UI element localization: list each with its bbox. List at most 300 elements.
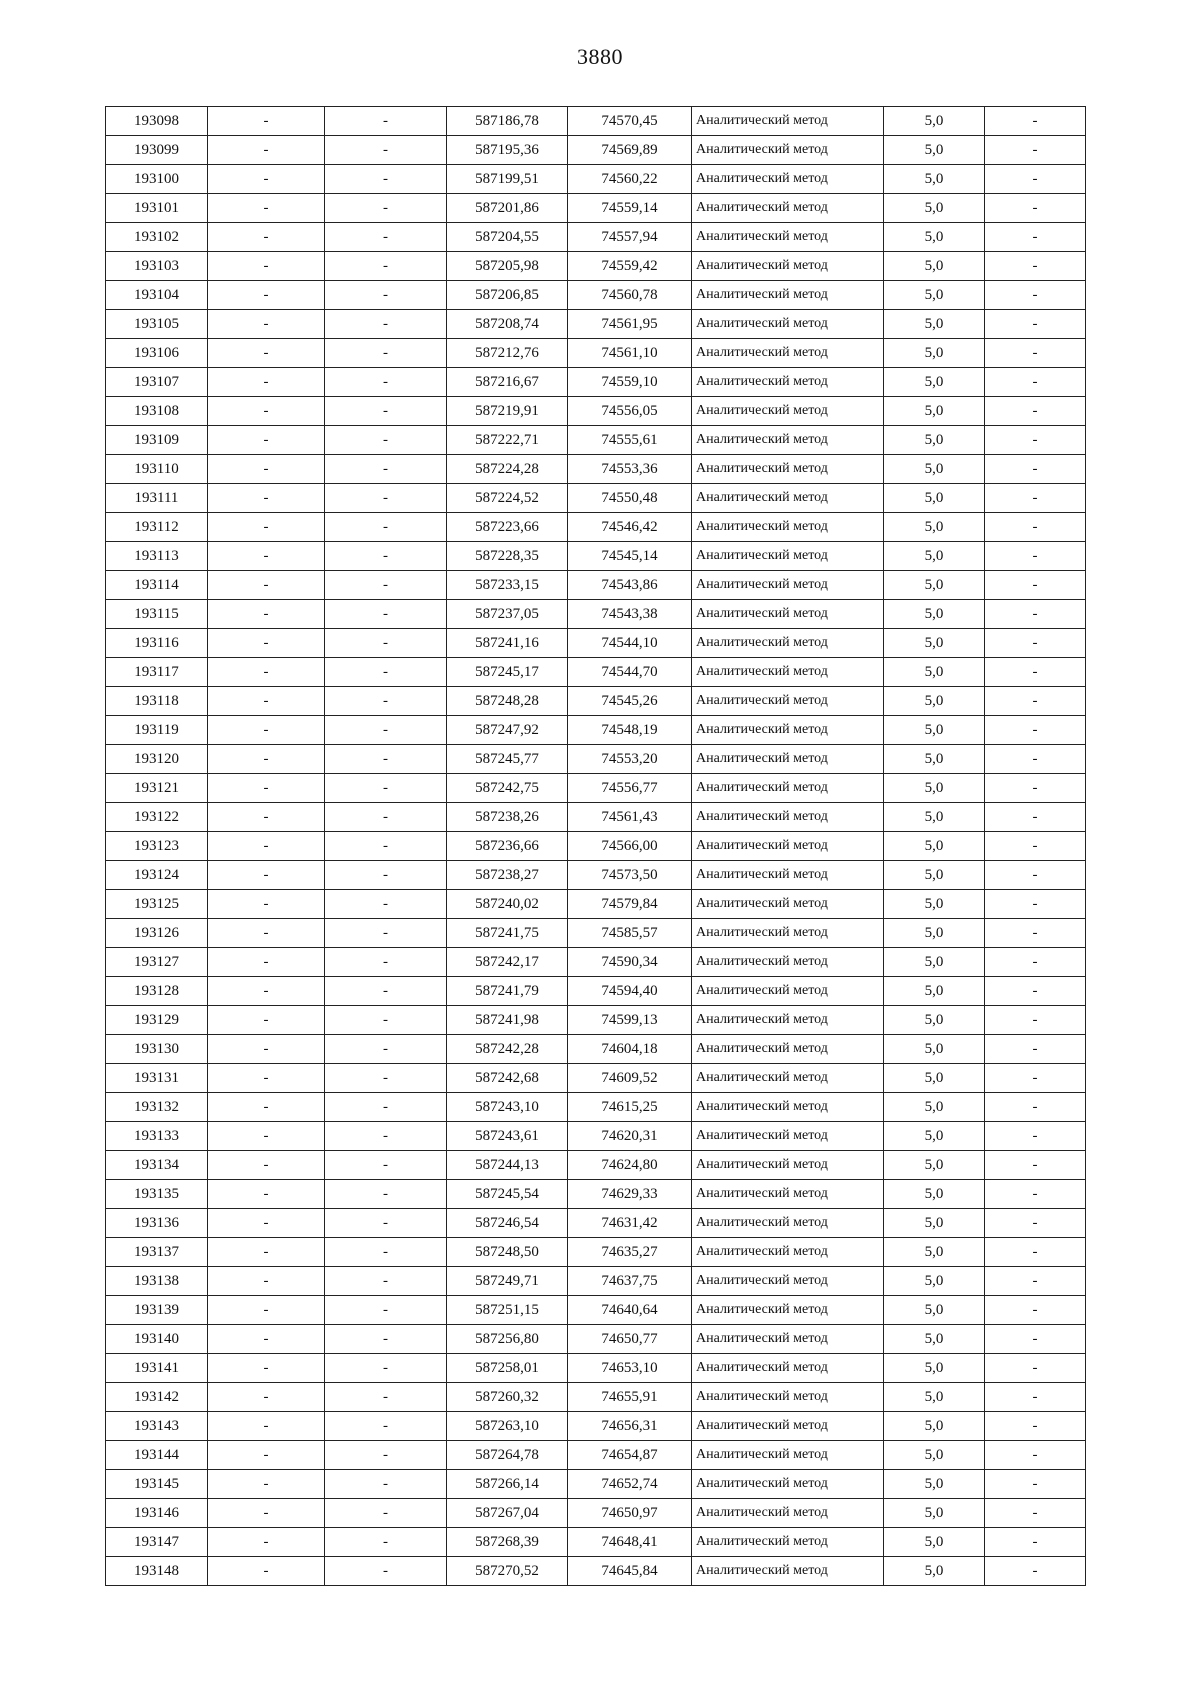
accuracy-cell: 5,0	[884, 1296, 985, 1325]
y-coordinate-cell: 74652,74	[568, 1470, 692, 1499]
method-cell: Аналитический метод	[692, 1151, 884, 1180]
point-id-cell: 193116	[106, 629, 208, 658]
y-coordinate-cell: 74545,14	[568, 542, 692, 571]
x-coordinate-cell: 587256,80	[447, 1325, 568, 1354]
dash-cell-1: -	[208, 281, 325, 310]
point-id-cell: 193112	[106, 513, 208, 542]
dash-cell-1: -	[208, 484, 325, 513]
accuracy-cell: 5,0	[884, 1383, 985, 1412]
accuracy-cell: 5,0	[884, 455, 985, 484]
note-cell: -	[985, 1441, 1086, 1470]
table-row	[106, 832, 1086, 861]
dash-cell-2: -	[325, 397, 447, 426]
point-id-cell: 193133	[106, 1122, 208, 1151]
point-id-cell: 193125	[106, 890, 208, 919]
dash-cell-1: -	[208, 165, 325, 194]
x-coordinate-cell: 587216,67	[447, 368, 568, 397]
dash-cell-1: -	[208, 339, 325, 368]
accuracy-cell: 5,0	[884, 368, 985, 397]
point-id-cell: 193108	[106, 397, 208, 426]
accuracy-cell: 5,0	[884, 1122, 985, 1151]
note-cell: -	[985, 832, 1086, 861]
point-id-cell: 193127	[106, 948, 208, 977]
accuracy-cell: 5,0	[884, 281, 985, 310]
dash-cell-1: -	[208, 774, 325, 803]
note-cell: -	[985, 136, 1086, 165]
dash-cell-1: -	[208, 832, 325, 861]
table-row	[106, 948, 1086, 977]
note-cell: -	[985, 397, 1086, 426]
dash-cell-1: -	[208, 687, 325, 716]
dash-cell-2: -	[325, 1354, 447, 1383]
dash-cell-1: -	[208, 368, 325, 397]
note-cell: -	[985, 919, 1086, 948]
y-coordinate-cell: 74555,61	[568, 426, 692, 455]
y-coordinate-cell: 74656,31	[568, 1412, 692, 1441]
y-coordinate-cell: 74570,45	[568, 107, 692, 136]
y-coordinate-cell: 74561,43	[568, 803, 692, 832]
table-row	[106, 1209, 1086, 1238]
dash-cell-2: -	[325, 1238, 447, 1267]
accuracy-cell: 5,0	[884, 1006, 985, 1035]
dash-cell-2: -	[325, 1209, 447, 1238]
method-cell: Аналитический метод	[692, 1238, 884, 1267]
y-coordinate-cell: 74566,00	[568, 832, 692, 861]
note-cell: -	[985, 252, 1086, 281]
point-id-cell: 193102	[106, 223, 208, 252]
method-cell: Аналитический метод	[692, 513, 884, 542]
y-coordinate-cell: 74560,78	[568, 281, 692, 310]
method-cell: Аналитический метод	[692, 803, 884, 832]
accuracy-cell: 5,0	[884, 310, 985, 339]
dash-cell-2: -	[325, 1325, 447, 1354]
y-coordinate-cell: 74637,75	[568, 1267, 692, 1296]
dash-cell-1: -	[208, 1383, 325, 1412]
dash-cell-2: -	[325, 1006, 447, 1035]
dash-cell-2: -	[325, 426, 447, 455]
dash-cell-2: -	[325, 774, 447, 803]
table-row	[106, 890, 1086, 919]
point-id-cell: 193140	[106, 1325, 208, 1354]
y-coordinate-cell: 74545,26	[568, 687, 692, 716]
table-row	[106, 1296, 1086, 1325]
dash-cell-2: -	[325, 745, 447, 774]
dash-cell-2: -	[325, 1035, 447, 1064]
table-row	[106, 252, 1086, 281]
table-row	[106, 1383, 1086, 1412]
point-id-cell: 193138	[106, 1267, 208, 1296]
accuracy-cell: 5,0	[884, 803, 985, 832]
table-row	[106, 977, 1086, 1006]
x-coordinate-cell: 587248,28	[447, 687, 568, 716]
x-coordinate-cell: 587238,27	[447, 861, 568, 890]
method-cell: Аналитический метод	[692, 774, 884, 803]
dash-cell-1: -	[208, 1209, 325, 1238]
x-coordinate-cell: 587249,71	[447, 1267, 568, 1296]
y-coordinate-cell: 74553,36	[568, 455, 692, 484]
accuracy-cell: 5,0	[884, 484, 985, 513]
dash-cell-2: -	[325, 716, 447, 745]
table-row	[106, 1557, 1086, 1586]
table-row	[106, 107, 1086, 136]
note-cell: -	[985, 1354, 1086, 1383]
dash-cell-2: -	[325, 1499, 447, 1528]
x-coordinate-cell: 587242,17	[447, 948, 568, 977]
method-cell: Аналитический метод	[692, 1383, 884, 1412]
x-coordinate-cell: 587245,17	[447, 658, 568, 687]
table-row	[106, 1267, 1086, 1296]
y-coordinate-cell: 74573,50	[568, 861, 692, 890]
dash-cell-1: -	[208, 1238, 325, 1267]
note-cell: -	[985, 1557, 1086, 1586]
point-id-cell: 193101	[106, 194, 208, 223]
x-coordinate-cell: 587186,78	[447, 107, 568, 136]
method-cell: Аналитический метод	[692, 1470, 884, 1499]
y-coordinate-cell: 74556,77	[568, 774, 692, 803]
table-body	[106, 107, 1086, 1586]
table-row	[106, 136, 1086, 165]
note-cell: -	[985, 484, 1086, 513]
point-id-cell: 193147	[106, 1528, 208, 1557]
note-cell: -	[985, 542, 1086, 571]
dash-cell-1: -	[208, 716, 325, 745]
table-row	[106, 1412, 1086, 1441]
method-cell: Аналитический метод	[692, 339, 884, 368]
table-row	[106, 1151, 1086, 1180]
x-coordinate-cell: 587258,01	[447, 1354, 568, 1383]
dash-cell-1: -	[208, 861, 325, 890]
method-cell: Аналитический метод	[692, 397, 884, 426]
accuracy-cell: 5,0	[884, 1441, 985, 1470]
table-row	[106, 165, 1086, 194]
accuracy-cell: 5,0	[884, 716, 985, 745]
dash-cell-2: -	[325, 1151, 447, 1180]
table-row	[106, 1180, 1086, 1209]
x-coordinate-cell: 587242,28	[447, 1035, 568, 1064]
x-coordinate-cell: 587237,05	[447, 600, 568, 629]
dash-cell-1: -	[208, 1325, 325, 1354]
point-id-cell: 193126	[106, 919, 208, 948]
y-coordinate-cell: 74560,22	[568, 165, 692, 194]
note-cell: -	[985, 1412, 1086, 1441]
x-coordinate-cell: 587245,54	[447, 1180, 568, 1209]
dash-cell-2: -	[325, 310, 447, 339]
note-cell: -	[985, 1180, 1086, 1209]
table-row	[106, 803, 1086, 832]
dash-cell-1: -	[208, 1528, 325, 1557]
method-cell: Аналитический метод	[692, 890, 884, 919]
dash-cell-2: -	[325, 919, 447, 948]
table-row	[106, 542, 1086, 571]
y-coordinate-cell: 74579,84	[568, 890, 692, 919]
y-coordinate-cell: 74585,57	[568, 919, 692, 948]
dash-cell-1: -	[208, 1499, 325, 1528]
method-cell: Аналитический метод	[692, 919, 884, 948]
x-coordinate-cell: 587195,36	[447, 136, 568, 165]
table-row	[106, 1006, 1086, 1035]
note-cell: -	[985, 1122, 1086, 1151]
accuracy-cell: 5,0	[884, 1528, 985, 1557]
note-cell: -	[985, 1238, 1086, 1267]
accuracy-cell: 5,0	[884, 1064, 985, 1093]
x-coordinate-cell: 587266,14	[447, 1470, 568, 1499]
accuracy-cell: 5,0	[884, 339, 985, 368]
accuracy-cell: 5,0	[884, 1093, 985, 1122]
method-cell: Аналитический метод	[692, 194, 884, 223]
note-cell: -	[985, 1325, 1086, 1354]
note-cell: -	[985, 1006, 1086, 1035]
method-cell: Аналитический метод	[692, 1354, 884, 1383]
dash-cell-1: -	[208, 194, 325, 223]
dash-cell-1: -	[208, 397, 325, 426]
x-coordinate-cell: 587267,04	[447, 1499, 568, 1528]
y-coordinate-cell: 74645,84	[568, 1557, 692, 1586]
point-id-cell: 193119	[106, 716, 208, 745]
point-id-cell: 193135	[106, 1180, 208, 1209]
method-cell: Аналитический метод	[692, 1180, 884, 1209]
y-coordinate-cell: 74569,89	[568, 136, 692, 165]
method-cell: Аналитический метод	[692, 832, 884, 861]
note-cell: -	[985, 1035, 1086, 1064]
accuracy-cell: 5,0	[884, 1499, 985, 1528]
table-row	[106, 1238, 1086, 1267]
point-id-cell: 193123	[106, 832, 208, 861]
dash-cell-2: -	[325, 1122, 447, 1151]
y-coordinate-cell: 74655,91	[568, 1383, 692, 1412]
y-coordinate-cell: 74650,77	[568, 1325, 692, 1354]
method-cell: Аналитический метод	[692, 1035, 884, 1064]
y-coordinate-cell: 74620,31	[568, 1122, 692, 1151]
accuracy-cell: 5,0	[884, 1238, 985, 1267]
accuracy-cell: 5,0	[884, 890, 985, 919]
accuracy-cell: 5,0	[884, 252, 985, 281]
table-row	[106, 310, 1086, 339]
point-id-cell: 193098	[106, 107, 208, 136]
y-coordinate-cell: 74631,42	[568, 1209, 692, 1238]
point-id-cell: 193113	[106, 542, 208, 571]
dash-cell-2: -	[325, 861, 447, 890]
point-id-cell: 193109	[106, 426, 208, 455]
point-id-cell: 193120	[106, 745, 208, 774]
method-cell: Аналитический метод	[692, 1209, 884, 1238]
point-id-cell: 193129	[106, 1006, 208, 1035]
note-cell: -	[985, 281, 1086, 310]
table-row	[106, 339, 1086, 368]
dash-cell-1: -	[208, 310, 325, 339]
point-id-cell: 193122	[106, 803, 208, 832]
y-coordinate-cell: 74546,42	[568, 513, 692, 542]
dash-cell-2: -	[325, 339, 447, 368]
note-cell: -	[985, 368, 1086, 397]
accuracy-cell: 5,0	[884, 861, 985, 890]
dash-cell-2: -	[325, 1093, 447, 1122]
note-cell: -	[985, 803, 1086, 832]
method-cell: Аналитический метод	[692, 629, 884, 658]
dash-cell-2: -	[325, 542, 447, 571]
method-cell: Аналитический метод	[692, 136, 884, 165]
x-coordinate-cell: 587243,61	[447, 1122, 568, 1151]
method-cell: Аналитический метод	[692, 1441, 884, 1470]
x-coordinate-cell: 587241,75	[447, 919, 568, 948]
point-id-cell: 193136	[106, 1209, 208, 1238]
accuracy-cell: 5,0	[884, 1035, 985, 1064]
x-coordinate-cell: 587240,02	[447, 890, 568, 919]
note-cell: -	[985, 687, 1086, 716]
x-coordinate-cell: 587201,86	[447, 194, 568, 223]
point-id-cell: 193130	[106, 1035, 208, 1064]
accuracy-cell: 5,0	[884, 1354, 985, 1383]
note-cell: -	[985, 310, 1086, 339]
table-row	[106, 571, 1086, 600]
dash-cell-2: -	[325, 1557, 447, 1586]
y-coordinate-cell: 74653,10	[568, 1354, 692, 1383]
y-coordinate-cell: 74550,48	[568, 484, 692, 513]
x-coordinate-cell: 587264,78	[447, 1441, 568, 1470]
x-coordinate-cell: 587245,77	[447, 745, 568, 774]
note-cell: -	[985, 1209, 1086, 1238]
dash-cell-2: -	[325, 1267, 447, 1296]
point-id-cell: 193100	[106, 165, 208, 194]
dash-cell-2: -	[325, 571, 447, 600]
method-cell: Аналитический метод	[692, 1267, 884, 1296]
method-cell: Аналитический метод	[692, 542, 884, 571]
note-cell: -	[985, 774, 1086, 803]
dash-cell-1: -	[208, 1296, 325, 1325]
accuracy-cell: 5,0	[884, 774, 985, 803]
dash-cell-1: -	[208, 919, 325, 948]
accuracy-cell: 5,0	[884, 1209, 985, 1238]
accuracy-cell: 5,0	[884, 165, 985, 194]
dash-cell-1: -	[208, 571, 325, 600]
table-row	[106, 194, 1086, 223]
y-coordinate-cell: 74557,94	[568, 223, 692, 252]
dash-cell-1: -	[208, 1470, 325, 1499]
dash-cell-2: -	[325, 629, 447, 658]
dash-cell-1: -	[208, 1035, 325, 1064]
x-coordinate-cell: 587206,85	[447, 281, 568, 310]
table-row	[106, 1470, 1086, 1499]
note-cell: -	[985, 571, 1086, 600]
x-coordinate-cell: 587205,98	[447, 252, 568, 281]
x-coordinate-cell: 587199,51	[447, 165, 568, 194]
point-id-cell: 193115	[106, 600, 208, 629]
method-cell: Аналитический метод	[692, 600, 884, 629]
point-id-cell: 193142	[106, 1383, 208, 1412]
dash-cell-2: -	[325, 136, 447, 165]
x-coordinate-cell: 587228,35	[447, 542, 568, 571]
table-row	[106, 455, 1086, 484]
x-coordinate-cell: 587241,16	[447, 629, 568, 658]
point-id-cell: 193106	[106, 339, 208, 368]
table-row	[106, 1441, 1086, 1470]
accuracy-cell: 5,0	[884, 223, 985, 252]
y-coordinate-cell: 74650,97	[568, 1499, 692, 1528]
x-coordinate-cell: 587204,55	[447, 223, 568, 252]
note-cell: -	[985, 716, 1086, 745]
accuracy-cell: 5,0	[884, 397, 985, 426]
y-coordinate-cell: 74561,10	[568, 339, 692, 368]
y-coordinate-cell: 74594,40	[568, 977, 692, 1006]
x-coordinate-cell: 587212,76	[447, 339, 568, 368]
dash-cell-1: -	[208, 890, 325, 919]
method-cell: Аналитический метод	[692, 1006, 884, 1035]
point-id-cell: 193144	[106, 1441, 208, 1470]
y-coordinate-cell: 74556,05	[568, 397, 692, 426]
point-id-cell: 193107	[106, 368, 208, 397]
note-cell: -	[985, 861, 1086, 890]
accuracy-cell: 5,0	[884, 1557, 985, 1586]
x-coordinate-cell: 587236,66	[447, 832, 568, 861]
method-cell: Аналитический метод	[692, 1064, 884, 1093]
point-id-cell: 193137	[106, 1238, 208, 1267]
x-coordinate-cell: 587263,10	[447, 1412, 568, 1441]
point-id-cell: 193105	[106, 310, 208, 339]
note-cell: -	[985, 107, 1086, 136]
dash-cell-2: -	[325, 107, 447, 136]
note-cell: -	[985, 165, 1086, 194]
note-cell: -	[985, 1296, 1086, 1325]
x-coordinate-cell: 587233,15	[447, 571, 568, 600]
table-row	[106, 1035, 1086, 1064]
method-cell: Аналитический метод	[692, 252, 884, 281]
point-id-cell: 193146	[106, 1499, 208, 1528]
x-coordinate-cell: 587219,91	[447, 397, 568, 426]
accuracy-cell: 5,0	[884, 136, 985, 165]
method-cell: Аналитический метод	[692, 861, 884, 890]
x-coordinate-cell: 587242,75	[447, 774, 568, 803]
point-id-cell: 193143	[106, 1412, 208, 1441]
dash-cell-1: -	[208, 426, 325, 455]
note-cell: -	[985, 658, 1086, 687]
table-row	[106, 1499, 1086, 1528]
table-row	[106, 919, 1086, 948]
table-row	[106, 687, 1086, 716]
dash-cell-1: -	[208, 1006, 325, 1035]
table-row	[106, 368, 1086, 397]
point-id-cell: 193099	[106, 136, 208, 165]
method-cell: Аналитический метод	[692, 1528, 884, 1557]
note-cell: -	[985, 1093, 1086, 1122]
x-coordinate-cell: 587222,71	[447, 426, 568, 455]
accuracy-cell: 5,0	[884, 513, 985, 542]
method-cell: Аналитический метод	[692, 1557, 884, 1586]
point-id-cell: 193111	[106, 484, 208, 513]
page-number: 3880	[577, 44, 623, 69]
dash-cell-2: -	[325, 194, 447, 223]
dash-cell-1: -	[208, 252, 325, 281]
point-id-cell: 193124	[106, 861, 208, 890]
note-cell: -	[985, 339, 1086, 368]
table-row	[106, 484, 1086, 513]
y-coordinate-cell: 74544,10	[568, 629, 692, 658]
dash-cell-1: -	[208, 1441, 325, 1470]
dash-cell-2: -	[325, 1528, 447, 1557]
accuracy-cell: 5,0	[884, 1412, 985, 1441]
accuracy-cell: 5,0	[884, 600, 985, 629]
x-coordinate-cell: 587247,92	[447, 716, 568, 745]
method-cell: Аналитический метод	[692, 484, 884, 513]
note-cell: -	[985, 513, 1086, 542]
y-coordinate-cell: 74543,38	[568, 600, 692, 629]
y-coordinate-cell: 74544,70	[568, 658, 692, 687]
accuracy-cell: 5,0	[884, 687, 985, 716]
table-row	[106, 223, 1086, 252]
accuracy-cell: 5,0	[884, 1470, 985, 1499]
accuracy-cell: 5,0	[884, 658, 985, 687]
note-cell: -	[985, 1383, 1086, 1412]
x-coordinate-cell: 587242,68	[447, 1064, 568, 1093]
dash-cell-2: -	[325, 455, 447, 484]
